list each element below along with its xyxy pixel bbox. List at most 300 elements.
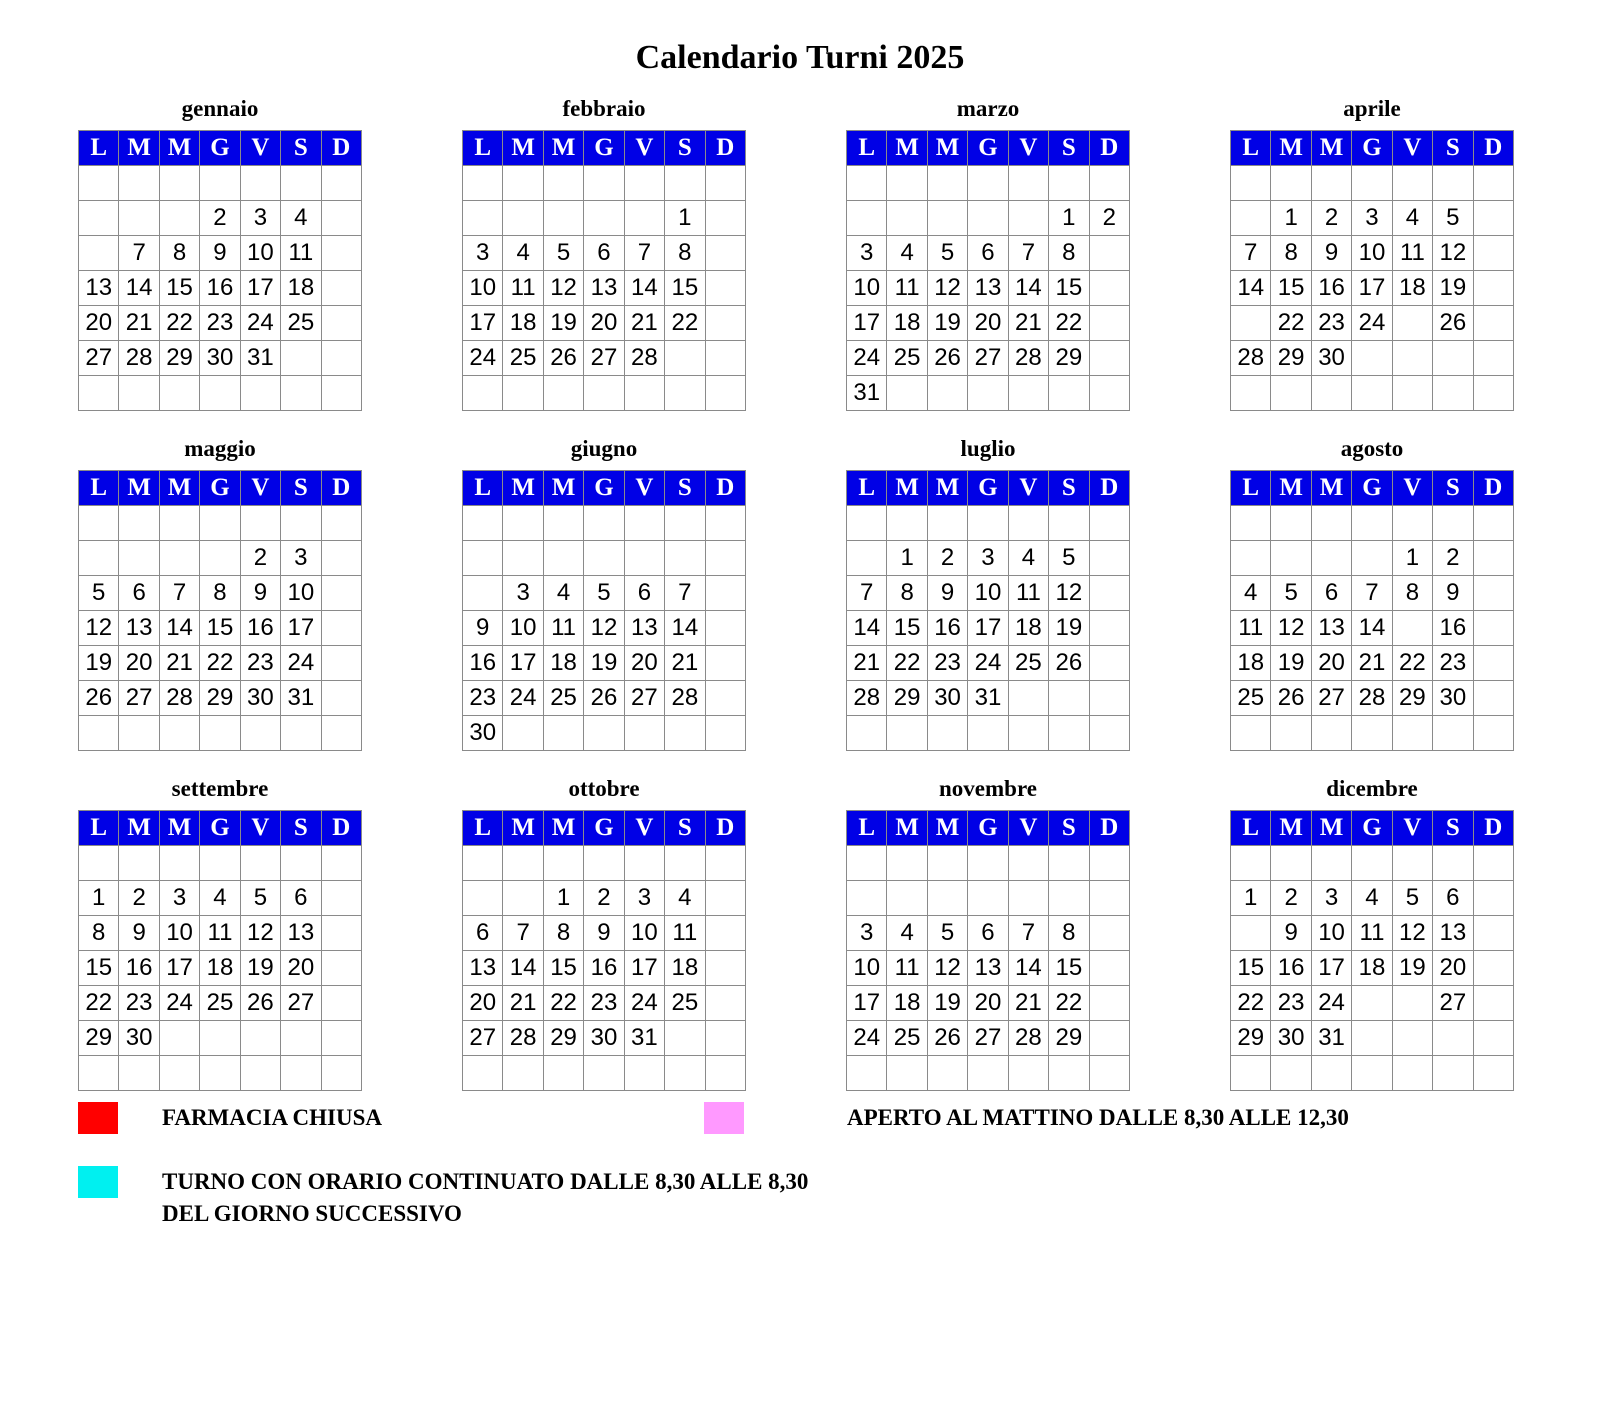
empty-cell — [927, 506, 967, 541]
day-cell: 21 — [847, 646, 887, 681]
day-cell: 2 — [1433, 541, 1473, 576]
weekday-header: G — [968, 471, 1008, 506]
empty-cell — [665, 506, 705, 541]
weekday-header: S — [281, 471, 321, 506]
empty-cell — [1311, 1056, 1351, 1091]
empty-cell — [1352, 716, 1392, 751]
week-row — [847, 646, 1130, 681]
day-cell: 14 — [1231, 271, 1271, 306]
day-cell: 25 — [281, 306, 321, 341]
day-cell: 15 — [1049, 951, 1089, 986]
empty-cell — [968, 166, 1008, 201]
day-cell: 26 — [79, 681, 119, 716]
day-cell: 12 — [240, 916, 280, 951]
week-row — [847, 576, 1130, 611]
day-cell: 23 — [1271, 986, 1311, 1021]
day-cell: 23 — [927, 646, 967, 681]
day-cell: 24 — [1473, 646, 1513, 681]
day-cell: 18 — [503, 306, 543, 341]
week-row — [847, 846, 1130, 881]
day-cell: 20 — [463, 986, 503, 1021]
day-cell: 14 — [321, 916, 361, 951]
month-table — [846, 130, 1130, 411]
day-cell: 26 — [927, 1021, 967, 1056]
day-cell: 8 — [1271, 236, 1311, 271]
day-cell: 27 — [1473, 306, 1513, 341]
month-name: aprile — [1343, 96, 1401, 121]
empty-cell — [665, 166, 705, 201]
weekday-header: V — [240, 131, 280, 166]
empty-cell — [503, 376, 543, 411]
day-cell: 8 — [1392, 576, 1432, 611]
weekday-header: S — [665, 131, 705, 166]
day-cell: 9 — [1311, 236, 1351, 271]
empty-cell — [927, 846, 967, 881]
day-cell: 24 — [1311, 986, 1351, 1021]
month-aprile — [1230, 94, 1514, 411]
day-cell: 4 — [1008, 541, 1048, 576]
week-row — [79, 166, 362, 201]
empty-cell — [200, 166, 240, 201]
day-cell: 4 — [1231, 576, 1271, 611]
day-cell: 21 — [159, 646, 199, 681]
day-cell: 16 — [200, 271, 240, 306]
empty-cell — [463, 201, 503, 236]
day-cell: 29 — [543, 1021, 583, 1056]
weekday-header: G — [584, 131, 624, 166]
day-cell: 20 — [1311, 646, 1351, 681]
day-cell: 7 — [159, 576, 199, 611]
day-cell: 21 — [665, 646, 705, 681]
empty-cell — [1089, 681, 1129, 716]
day-cell: 25 — [887, 341, 927, 376]
day-cell: 22 — [1392, 646, 1432, 681]
month-name: luglio — [960, 436, 1016, 461]
weekday-header: G — [200, 131, 240, 166]
empty-cell — [1311, 376, 1351, 411]
day-cell: 23 — [119, 986, 159, 1021]
day-cell: 1 — [665, 201, 705, 236]
week-row — [463, 506, 746, 541]
week-row — [79, 611, 362, 646]
day-cell: 2 — [584, 881, 624, 916]
day-cell: 29 — [1392, 681, 1432, 716]
empty-cell — [503, 846, 543, 881]
day-cell: 13 — [1311, 611, 1351, 646]
day-cell: 6 — [584, 236, 624, 271]
weekday-header: V — [1392, 811, 1432, 846]
empty-cell — [665, 341, 705, 376]
day-cell: 17 — [281, 611, 321, 646]
day-cell: 10 — [1473, 576, 1513, 611]
empty-cell — [503, 541, 543, 576]
day-cell: 27 — [79, 341, 119, 376]
empty-cell — [968, 1056, 1008, 1091]
week-row — [847, 306, 1130, 341]
day-cell: 6 — [1311, 576, 1351, 611]
weekday-header: G — [968, 131, 1008, 166]
day-cell: 23 — [1311, 306, 1351, 341]
week-row — [463, 611, 746, 646]
empty-cell — [240, 1021, 280, 1056]
empty-cell — [887, 376, 927, 411]
weekday-header: L — [847, 131, 887, 166]
empty-cell — [1231, 716, 1271, 751]
week-row — [847, 951, 1130, 986]
day-cell: 29 — [200, 681, 240, 716]
day-cell: 22 — [665, 306, 705, 341]
day-cell: 8 — [1231, 916, 1271, 951]
empty-cell — [543, 1056, 583, 1091]
day-cell: 22 — [887, 646, 927, 681]
week-row — [463, 341, 746, 376]
day-cell: 19 — [705, 951, 745, 986]
day-cell: 17 — [1473, 611, 1513, 646]
empty-cell — [1049, 166, 1089, 201]
weekday-header: M — [159, 471, 199, 506]
day-cell: 2 — [1271, 881, 1311, 916]
empty-cell — [1392, 341, 1432, 376]
day-cell: 20 — [968, 306, 1008, 341]
week-row — [847, 916, 1130, 951]
empty-cell — [1311, 716, 1351, 751]
empty-cell — [665, 716, 705, 751]
empty-cell — [1089, 1056, 1129, 1091]
empty-cell — [1271, 541, 1311, 576]
weekday-header: V — [624, 471, 664, 506]
legend-closed-label: FARMACIA CHIUSA — [162, 1105, 382, 1130]
empty-cell — [1311, 166, 1351, 201]
empty-cell — [503, 506, 543, 541]
day-cell: 24 — [240, 306, 280, 341]
weekday-header: V — [1392, 131, 1432, 166]
day-cell: 23 — [1089, 986, 1129, 1021]
weekday-header-row — [79, 471, 362, 506]
weekday-header: M — [543, 131, 583, 166]
week-row — [1231, 951, 1514, 986]
empty-cell — [1433, 846, 1473, 881]
week-row — [847, 1021, 1130, 1056]
empty-cell — [1049, 1056, 1089, 1091]
day-cell: 19 — [1271, 646, 1311, 681]
day-cell: 2 — [463, 576, 503, 611]
week-row — [847, 681, 1130, 716]
day-cell: 10 — [159, 916, 199, 951]
day-cell: 29 — [887, 681, 927, 716]
day-cell: 8 — [159, 236, 199, 271]
day-cell: 29 — [705, 681, 745, 716]
day-cell: 3 — [1352, 201, 1392, 236]
day-cell: 23 — [584, 986, 624, 1021]
weekday-header: L — [463, 811, 503, 846]
day-cell: 29 — [1049, 1021, 1089, 1056]
empty-cell — [543, 506, 583, 541]
week-row — [463, 646, 746, 681]
empty-cell — [119, 846, 159, 881]
day-cell: 25 — [503, 341, 543, 376]
day-cell: 11 — [200, 916, 240, 951]
empty-cell — [463, 881, 503, 916]
month-name: ottobre — [568, 776, 640, 801]
week-row — [1231, 681, 1514, 716]
week-row — [847, 201, 1130, 236]
weekday-header: D — [1089, 471, 1129, 506]
day-cell: 18 — [200, 951, 240, 986]
day-cell: 18 — [1008, 611, 1048, 646]
day-cell: 8 — [79, 916, 119, 951]
weekday-header: D — [1473, 811, 1513, 846]
day-cell: 29 — [1271, 341, 1311, 376]
weekday-header: G — [584, 471, 624, 506]
empty-cell — [1089, 716, 1129, 751]
day-cell: 27 — [584, 341, 624, 376]
day-cell: 27 — [281, 986, 321, 1021]
empty-cell — [968, 846, 1008, 881]
day-cell: 17 — [847, 306, 887, 341]
empty-cell — [503, 716, 543, 751]
empty-cell — [1473, 341, 1513, 376]
day-cell: 7 — [1473, 881, 1513, 916]
day-cell: 12 — [584, 611, 624, 646]
day-cell: 18 — [1231, 646, 1271, 681]
day-cell: 21 — [1231, 306, 1271, 341]
day-cell: 23 — [1089, 306, 1129, 341]
empty-cell — [1392, 506, 1432, 541]
day-cell: 5 — [79, 576, 119, 611]
week-row — [463, 271, 746, 306]
day-cell: 21 — [119, 306, 159, 341]
empty-cell — [665, 541, 705, 576]
empty-cell — [321, 1021, 361, 1056]
empty-cell — [281, 166, 321, 201]
empty-cell — [321, 716, 361, 751]
empty-cell — [705, 166, 745, 201]
day-cell: 17 — [503, 646, 543, 681]
week-row — [463, 376, 746, 411]
month-name: settembre — [171, 776, 269, 801]
weekday-header: L — [79, 131, 119, 166]
day-cell: 18 — [281, 271, 321, 306]
day-cell: 14 — [159, 611, 199, 646]
day-cell: 21 — [1008, 986, 1048, 1021]
day-cell: 10 — [463, 271, 503, 306]
day-cell: 17 — [624, 951, 664, 986]
day-cell: 10 — [847, 951, 887, 986]
weekday-header: D — [705, 131, 745, 166]
month-table — [846, 470, 1130, 751]
empty-cell — [1392, 846, 1432, 881]
day-cell: 9 — [1433, 576, 1473, 611]
empty-cell — [200, 716, 240, 751]
week-row — [847, 986, 1130, 1021]
empty-cell — [1473, 716, 1513, 751]
day-cell: 3 — [159, 881, 199, 916]
empty-cell — [1352, 341, 1392, 376]
empty-cell — [1231, 846, 1271, 881]
empty-cell — [887, 846, 927, 881]
week-row — [463, 166, 746, 201]
empty-cell — [1392, 166, 1432, 201]
day-cell: 30 — [200, 341, 240, 376]
day-cell: 19 — [543, 306, 583, 341]
weekday-header: L — [79, 811, 119, 846]
empty-cell — [887, 506, 927, 541]
empty-cell — [624, 201, 664, 236]
empty-cell — [584, 1056, 624, 1091]
month-marzo — [846, 94, 1130, 411]
day-cell: 5 — [1271, 576, 1311, 611]
day-cell: 7 — [1008, 916, 1048, 951]
empty-cell — [463, 541, 503, 576]
weekday-header-row — [1231, 471, 1514, 506]
day-cell: 7 — [624, 236, 664, 271]
empty-cell — [1049, 681, 1089, 716]
day-cell: 10 — [240, 236, 280, 271]
day-cell: 1 — [1392, 541, 1432, 576]
day-cell: 26 — [1271, 681, 1311, 716]
weekday-header: D — [321, 131, 361, 166]
week-row — [847, 611, 1130, 646]
day-cell: 30 — [1433, 681, 1473, 716]
empty-cell — [705, 846, 745, 881]
empty-cell — [79, 846, 119, 881]
empty-cell — [927, 201, 967, 236]
day-cell: 10 — [624, 916, 664, 951]
day-cell: 9 — [463, 611, 503, 646]
day-cell: 24 — [463, 341, 503, 376]
day-cell: 27 — [1089, 646, 1129, 681]
day-cell: 4 — [200, 881, 240, 916]
day-cell: 22 — [200, 646, 240, 681]
day-cell: 14 — [1473, 916, 1513, 951]
day-cell: 16 — [1089, 951, 1129, 986]
day-cell: 15 — [1271, 271, 1311, 306]
day-cell: 27 — [119, 681, 159, 716]
empty-cell — [1008, 846, 1048, 881]
day-cell: 13 — [281, 916, 321, 951]
day-cell: 16 — [119, 951, 159, 986]
empty-cell — [705, 1021, 745, 1056]
day-cell: 31 — [968, 681, 1008, 716]
week-row — [79, 916, 362, 951]
empty-cell — [887, 881, 927, 916]
week-row — [79, 541, 362, 576]
day-cell: 21 — [1008, 306, 1048, 341]
day-cell: 7 — [1231, 236, 1271, 271]
month-name: giugno — [570, 436, 638, 461]
day-cell: 29 — [79, 1021, 119, 1056]
empty-cell — [281, 846, 321, 881]
month-gennaio — [78, 94, 362, 411]
empty-cell — [119, 1056, 159, 1091]
empty-cell — [1271, 506, 1311, 541]
empty-cell — [968, 376, 1008, 411]
empty-cell — [1392, 1021, 1432, 1056]
month-table — [78, 470, 362, 751]
legend-morning-label: APERTO AL MATTINO DALLE 8,30 ALLE 12,30 — [847, 1105, 1349, 1130]
empty-cell — [1473, 376, 1513, 411]
day-cell: 3 — [240, 201, 280, 236]
day-cell: 17 — [1352, 271, 1392, 306]
week-row — [1231, 236, 1514, 271]
empty-cell — [200, 1056, 240, 1091]
empty-cell — [281, 376, 321, 411]
weekday-header: M — [503, 131, 543, 166]
empty-cell — [1231, 1056, 1271, 1091]
month-name: marzo — [956, 96, 1020, 121]
legend-closed-swatch — [78, 1102, 118, 1134]
day-cell: 13 — [1089, 576, 1129, 611]
day-cell: 5 — [1392, 881, 1432, 916]
week-row — [79, 881, 362, 916]
day-cell: 30 — [584, 1021, 624, 1056]
week-row — [463, 916, 746, 951]
day-cell: 25 — [1008, 646, 1048, 681]
weekday-header: V — [1008, 471, 1048, 506]
empty-cell — [847, 1056, 887, 1091]
day-cell: 20 — [624, 646, 664, 681]
week-row — [463, 576, 746, 611]
empty-cell — [1433, 716, 1473, 751]
month-luglio — [846, 434, 1130, 751]
week-row — [463, 881, 746, 916]
weekday-header: M — [1311, 131, 1351, 166]
month-table — [846, 810, 1130, 1091]
day-cell: 23 — [463, 681, 503, 716]
day-cell: 1 — [1231, 881, 1271, 916]
day-cell: 26 — [240, 986, 280, 1021]
weekday-header: L — [1231, 131, 1271, 166]
day-cell: 7 — [1008, 236, 1048, 271]
day-cell: 18 — [1352, 951, 1392, 986]
day-cell: 3 — [1473, 541, 1513, 576]
weekday-header: M — [119, 471, 159, 506]
empty-cell — [584, 201, 624, 236]
day-cell: 5 — [927, 236, 967, 271]
empty-cell — [543, 846, 583, 881]
month-name: febbraio — [562, 96, 646, 121]
day-cell: 16 — [1271, 951, 1311, 986]
empty-cell — [119, 716, 159, 751]
empty-cell — [159, 1021, 199, 1056]
day-cell: 5 — [584, 576, 624, 611]
week-row — [463, 951, 746, 986]
empty-cell — [1352, 506, 1392, 541]
day-cell: 7 — [119, 236, 159, 271]
day-cell: 15 — [665, 271, 705, 306]
day-cell: 16 — [1433, 611, 1473, 646]
day-cell: 5 — [240, 881, 280, 916]
empty-cell — [705, 1056, 745, 1091]
empty-cell — [200, 846, 240, 881]
empty-cell — [624, 541, 664, 576]
weekday-header: M — [503, 811, 543, 846]
week-row — [1231, 376, 1514, 411]
day-cell: 15 — [159, 271, 199, 306]
day-cell: 20 — [584, 306, 624, 341]
weekday-header: V — [240, 471, 280, 506]
day-cell: 21 — [321, 951, 361, 986]
week-row — [847, 376, 1130, 411]
day-cell: 27 — [463, 1021, 503, 1056]
week-row — [79, 376, 362, 411]
week-row — [79, 951, 362, 986]
day-cell: 26 — [584, 681, 624, 716]
weekday-header: M — [119, 811, 159, 846]
weekday-header: V — [240, 811, 280, 846]
day-cell: 30 — [1271, 1021, 1311, 1056]
week-row — [1231, 271, 1514, 306]
